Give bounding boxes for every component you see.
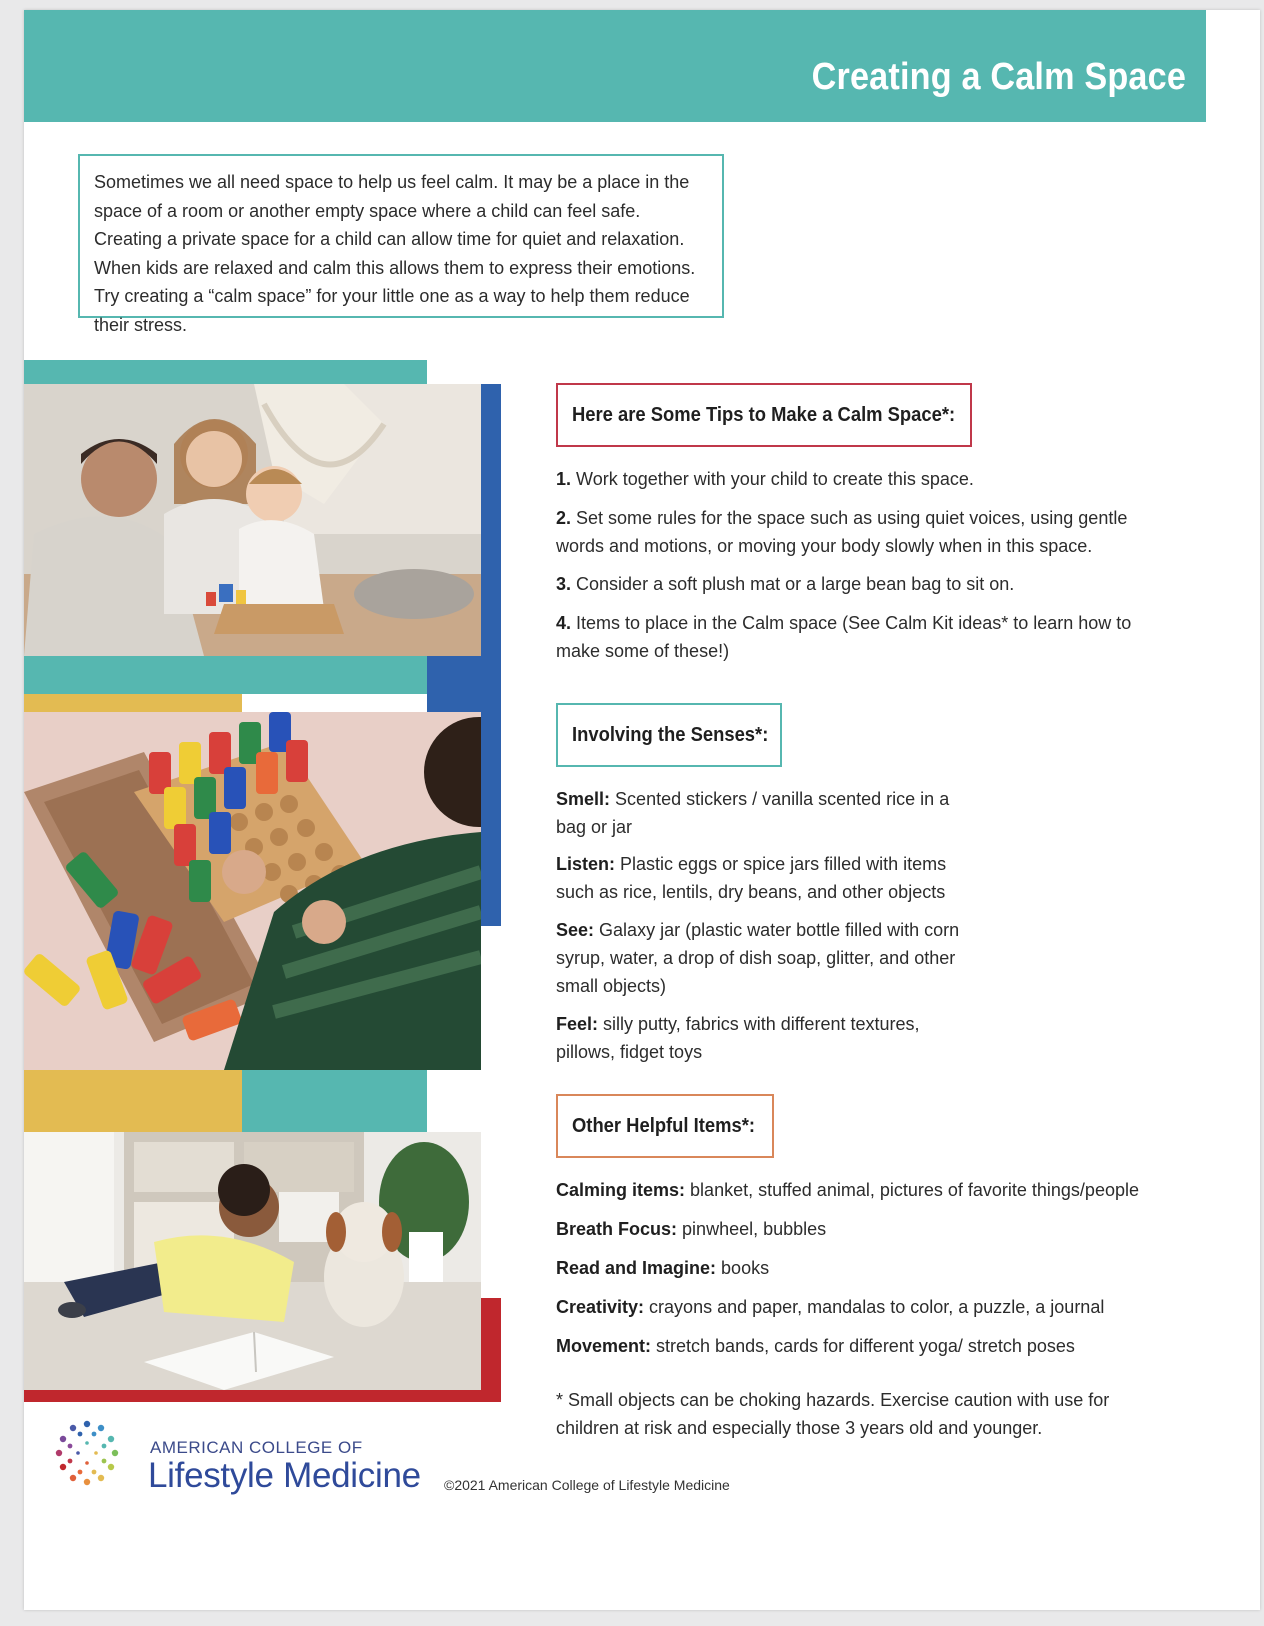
header-band <box>24 10 1206 122</box>
sense-label: Listen: <box>556 854 616 874</box>
other-text: books <box>721 1258 770 1278</box>
other-item <box>556 1293 1176 1321</box>
tip-item <box>556 465 1176 493</box>
sense-label: Feel: <box>556 1014 599 1034</box>
other-item <box>556 1254 1176 1282</box>
tip-text: Work together with your child to create this space. <box>576 469 974 489</box>
tip-item <box>556 570 1176 598</box>
tip-number: 4. <box>556 613 572 633</box>
blue-bar-right <box>481 384 501 926</box>
other-heading-text: Other Helpful Items*: <box>572 1115 756 1137</box>
tip-text: Set some rules for the space such as using quiet voices, using gentle words and motions, or moving your body slowly when in this space. <box>556 508 1128 556</box>
red-bar-right <box>481 1298 501 1402</box>
intro-box: Sometimes we all need space to help us feel calm. It may be a place in the space of a room or another empty space where a child can feel safe. Creating a private space for a child can allow time for quiet and relaxation. When kids are relaxed and calm this allows them to express their emotions. Try creating a “calm space” for your little one as a way to help them reduce their stress. <box>78 154 724 318</box>
sense-item <box>556 1010 976 1066</box>
other-label: Movement: <box>556 1336 652 1356</box>
page <box>24 10 1260 1610</box>
copyright-text: ©2021 American College of Lifestyle Medicine <box>444 1477 730 1493</box>
sense-text: Plastic eggs or spice jars filled with items such as rice, lentils, dry beans, and other objects <box>556 854 947 902</box>
other-label: Breath Focus: <box>556 1219 678 1239</box>
other-heading <box>556 1094 774 1158</box>
other-label: Read and Imagine: <box>556 1258 717 1278</box>
other-item <box>556 1176 1196 1204</box>
senses-heading-text: Involving the Senses*: <box>572 724 769 746</box>
tip-number: 2. <box>556 508 572 528</box>
tip-text: Consider a soft plush mat or a large bean bag to sit on. <box>576 574 1015 594</box>
logo-text-top: AMERICAN COLLEGE OF <box>150 1438 363 1457</box>
other-text: stretch bands, cards for different yoga/ stretch poses <box>656 1336 1075 1356</box>
blue-block-mid <box>427 656 501 712</box>
tip-number: 1. <box>556 469 572 489</box>
red-bar-bottom <box>24 1390 501 1402</box>
teal-block-low <box>242 1070 427 1132</box>
other-text: blanket, stuffed animal, pictures of favorite things/people <box>690 1180 1139 1200</box>
acolm-logo-icon <box>52 1418 122 1493</box>
page-title: Creating a Calm Space <box>811 56 1186 98</box>
child-reading-photo <box>24 1132 481 1390</box>
other-text: pinwheel, bubbles <box>682 1219 827 1239</box>
tip-item <box>556 609 1176 665</box>
sense-label: Smell: <box>556 789 611 809</box>
sense-text: Galaxy jar (plastic water bottle filled with corn syrup, water, a drop of dish soap, glitter, and other small objects) <box>556 920 960 996</box>
yellow-block-low <box>24 1070 242 1132</box>
sense-text: Scented stickers / vanilla scented rice in a bag or jar <box>556 789 950 837</box>
tips-heading <box>556 383 972 447</box>
other-text: crayons and paper, mandalas to color, a puzzle, a journal <box>649 1297 1105 1317</box>
choking-footnote: * Small objects can be choking hazards. Exercise caution with use for children at risk and especially those 3 years old and younger. <box>556 1390 1110 1438</box>
sense-item <box>556 850 976 906</box>
other-label: Creativity: <box>556 1297 645 1317</box>
family-photo <box>24 384 481 656</box>
senses-heading <box>556 703 782 767</box>
teal-block-mid <box>24 656 427 694</box>
other-item <box>556 1215 1176 1243</box>
tips-heading-text: Here are Some Tips to Make a Calm Space*: <box>572 404 956 426</box>
teal-block-top <box>24 360 427 384</box>
sense-label: See: <box>556 920 595 940</box>
other-label: Calming items: <box>556 1180 686 1200</box>
tip-number: 3. <box>556 574 572 594</box>
tip-text: Items to place in the Calm space (See Calm Kit ideas* to learn how to make some of these!) <box>556 613 1132 661</box>
yellow-block-mid <box>24 694 242 712</box>
sense-item <box>556 785 976 841</box>
logo-text-main: Lifestyle Medicine <box>148 1456 421 1495</box>
sense-text: silly putty, fabrics with different textures, pillows, fidget toys <box>556 1014 920 1062</box>
peg-toy-photo <box>24 712 481 1070</box>
tip-item <box>556 504 1176 560</box>
other-item <box>556 1332 1176 1360</box>
sense-item <box>556 916 981 1000</box>
